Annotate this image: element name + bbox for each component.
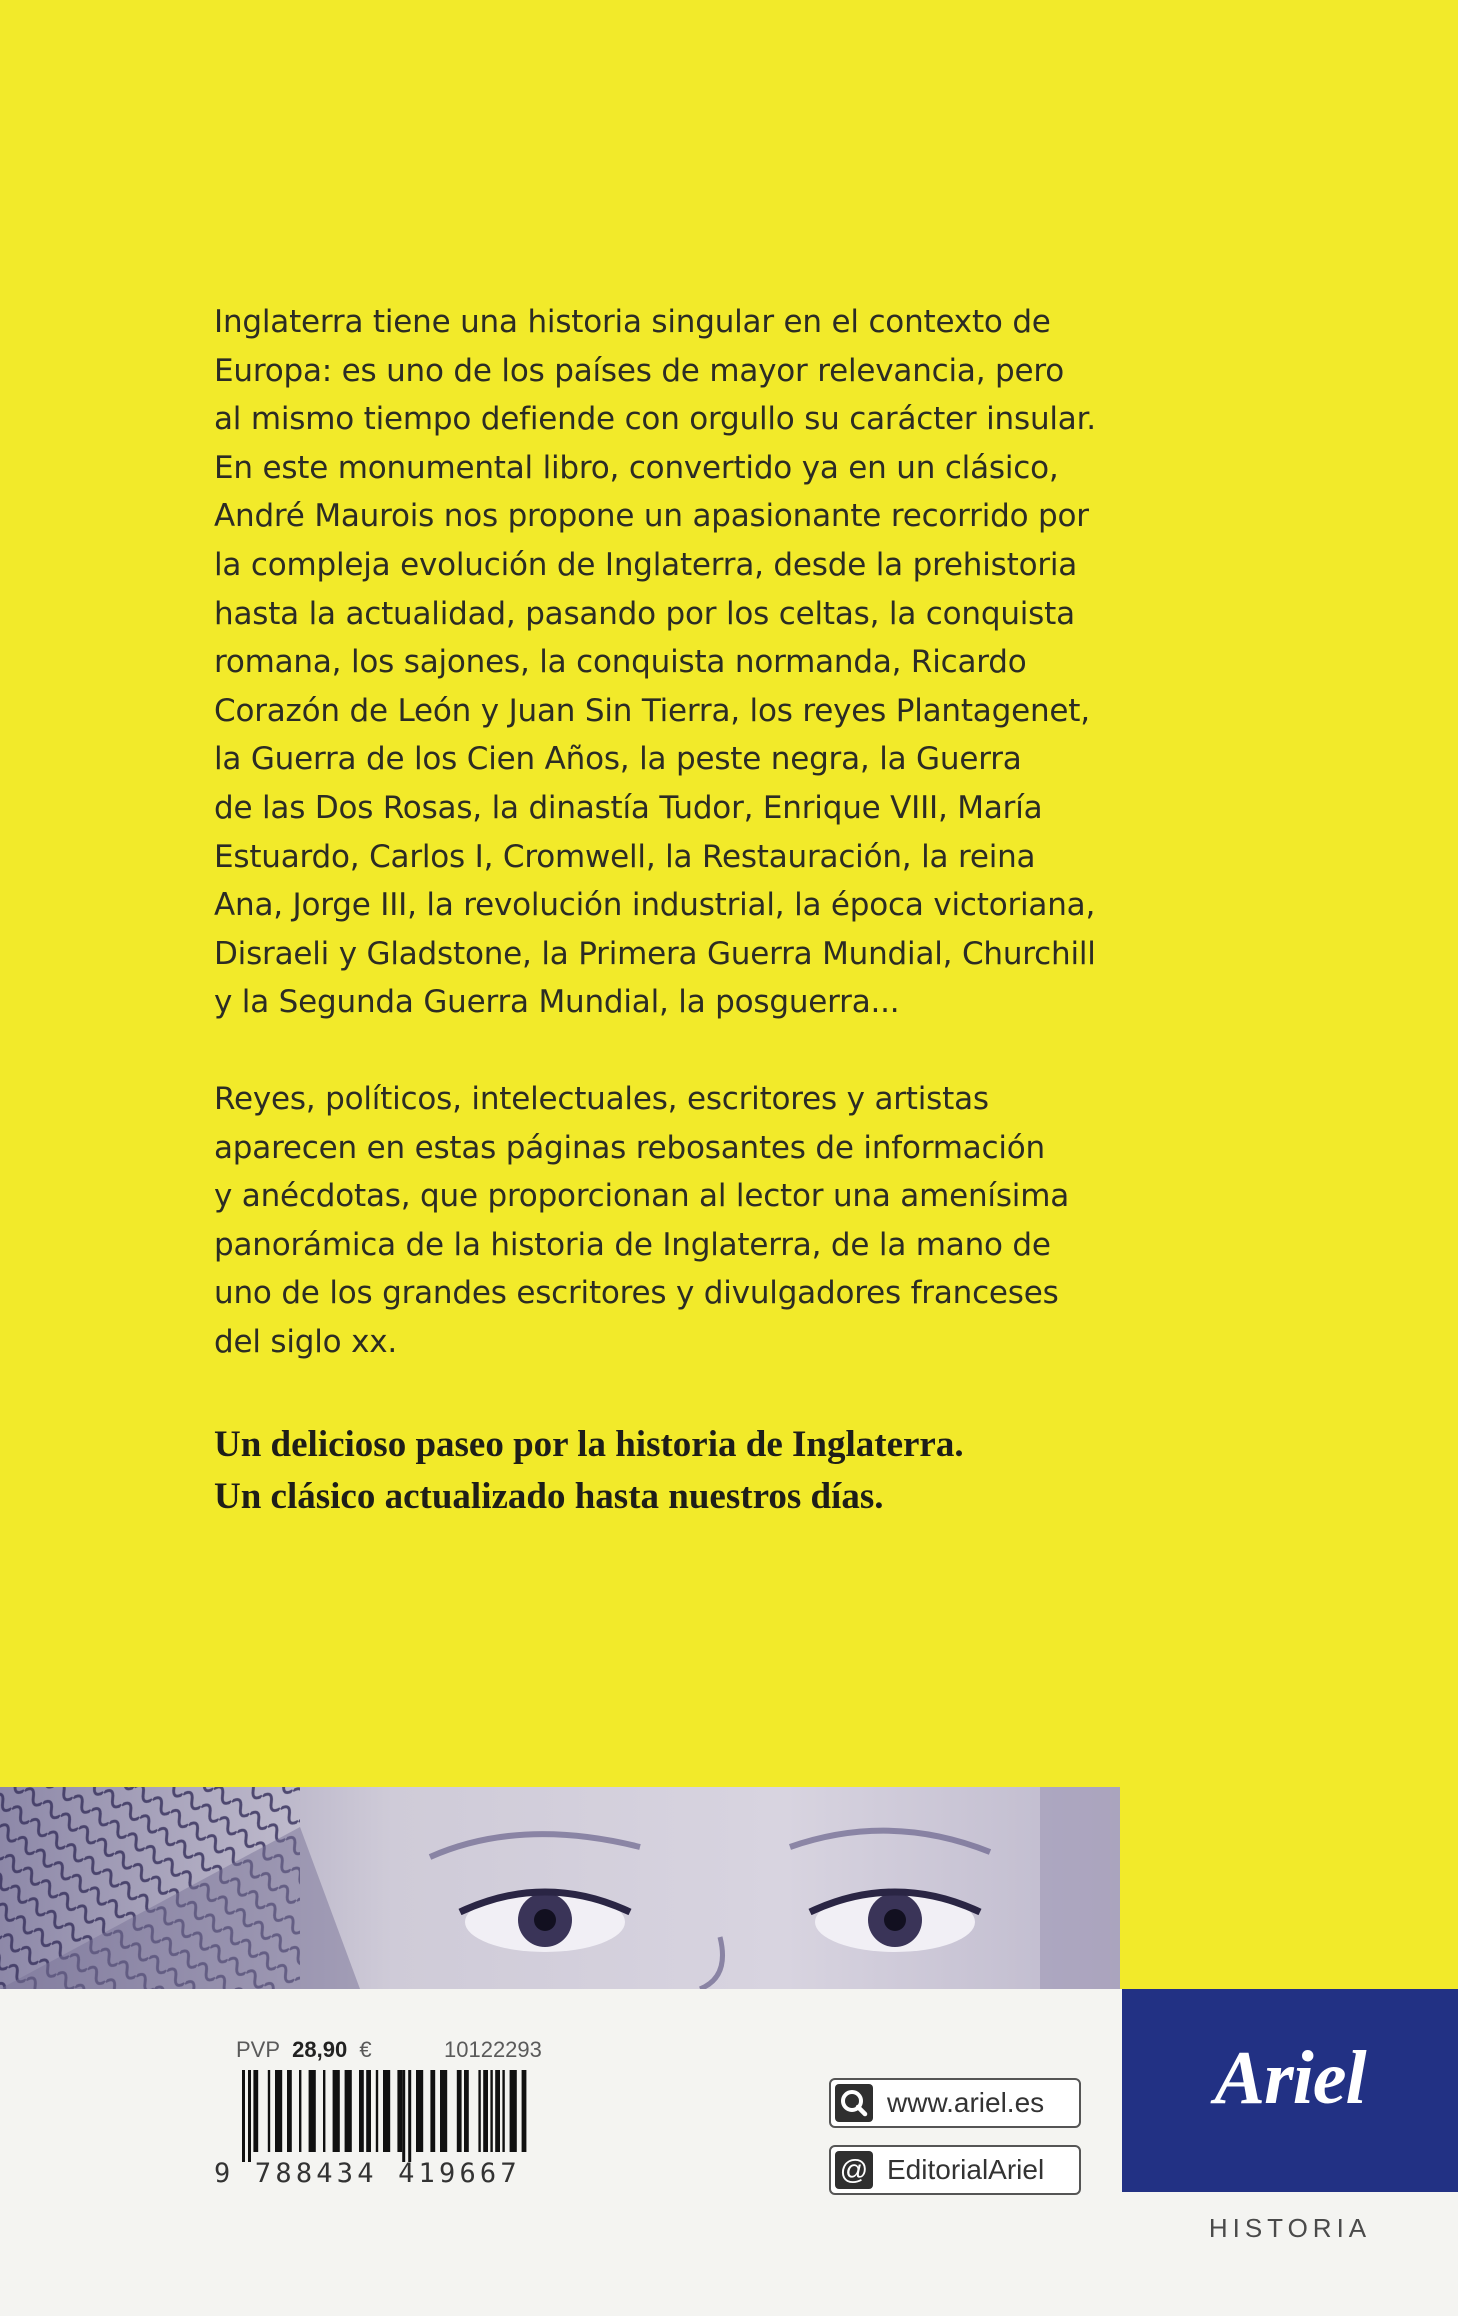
barcode-guard-bar <box>242 2070 245 2162</box>
price-value: 28,90 <box>292 2037 348 2062</box>
at-icon: @ <box>835 2151 873 2189</box>
barcode-bar <box>366 2070 371 2152</box>
barcode-bar <box>253 2070 258 2152</box>
isbn-barcode <box>240 2070 553 2212</box>
barcode-bar <box>323 2070 325 2152</box>
barcode-bar <box>464 2070 469 2152</box>
publisher-name: Ariel <box>1214 2036 1366 2120</box>
barcode-bar <box>383 2070 390 2152</box>
barcode-guard-bar <box>408 2070 411 2162</box>
barcode-bar <box>430 2070 435 2152</box>
barcode-bar <box>309 2070 316 2152</box>
barcode-bar <box>495 2070 500 2152</box>
tagline: Un delicioso paseo por la historia de Inglaterra. Un clásico actualizado hasta nuestros días. <box>214 1424 964 1517</box>
barcode-bar <box>440 2070 447 2152</box>
barcode-bar <box>376 2070 378 2152</box>
barcode-guard-bar <box>402 2070 405 2162</box>
barcode-bar <box>333 2070 340 2152</box>
barcode-bar <box>299 2070 301 2152</box>
price-label: PVP <box>236 2037 281 2062</box>
barcode-bar <box>490 2070 492 2152</box>
barcode-bar <box>522 2070 527 2152</box>
barcode-bar <box>275 2070 282 2152</box>
barcode-bar <box>510 2070 517 2152</box>
blurb-paragraph-2: Reyes, políticos, intelectuales, escritores y artistas aparecen en estas páginas rebosantes de información y anécdotas, que proporcionan al lector una amenísima panorámica de la historia de Inglaterra, de la mano de uno de los grandes escritores y divulgadores franceses del siglo xx. <box>214 1080 1069 1360</box>
barcode-bar <box>416 2070 423 2152</box>
price-currency: € <box>359 2037 372 2062</box>
website-label: www.ariel.es <box>887 2087 1045 2118</box>
barcode-bar <box>483 2070 488 2152</box>
isbn-digits: 9 788434 419667 <box>214 2158 521 2189</box>
blurb <box>214 298 1214 1366</box>
price <box>236 2037 372 2063</box>
barcode-bar <box>478 2070 480 2152</box>
barcode-bar <box>345 2070 352 2152</box>
social-link[interactable] <box>829 2145 1081 2195</box>
barcode-bar <box>457 2070 462 2152</box>
search-icon <box>835 2084 873 2122</box>
website-link[interactable] <box>829 2078 1081 2128</box>
blurb-paragraph-1: Inglaterra tiene una historia singular en el contexto de Europa: es uno de los países de mayor relevancia, pero al mismo tiempo defiende con orgullo su carácter insular. En este monumental libro, convertido ya en un clásico, André Maurois nos propone un apasionante recorrido por la compleja evolución de Inglaterra, desde la prehistoria hasta la actualidad, pasando por los celtas, la conquista romana, los sajones, la conquista normanda, Ricardo Corazón de León y Juan Sin Tierra, los reyes Plantagenet, la Guerra de los Cien Años, la peste negra, la Guerra de las Dos Rosas, la dinastía Tudor, Enrique VIII, María Estuardo, Carlos I, Cromwell, la Restauración, la reina Ana, Jorge III, la revolución industrial, la época victoriana, Disraeli y Gladstone, la Primera Guerra Mundial, Churchill y la Segunda Guerra Mundial, la posguerra... <box>214 304 1096 1021</box>
barcode-bar <box>359 2070 364 2152</box>
barcode-bar <box>397 2070 402 2152</box>
social-label: EditorialAriel <box>887 2154 1045 2185</box>
barcode-bar <box>287 2070 292 2152</box>
collection-label: HISTORIA <box>1208 2213 1372 2243</box>
banknote-portrait-image <box>0 1787 1120 1989</box>
publisher-logo <box>1122 1989 1458 2192</box>
barcode-bar <box>268 2070 270 2152</box>
barcode-bar <box>502 2070 504 2152</box>
reference-code: 10122293 <box>444 2037 542 2062</box>
barcode-guard-bar <box>248 2070 251 2162</box>
